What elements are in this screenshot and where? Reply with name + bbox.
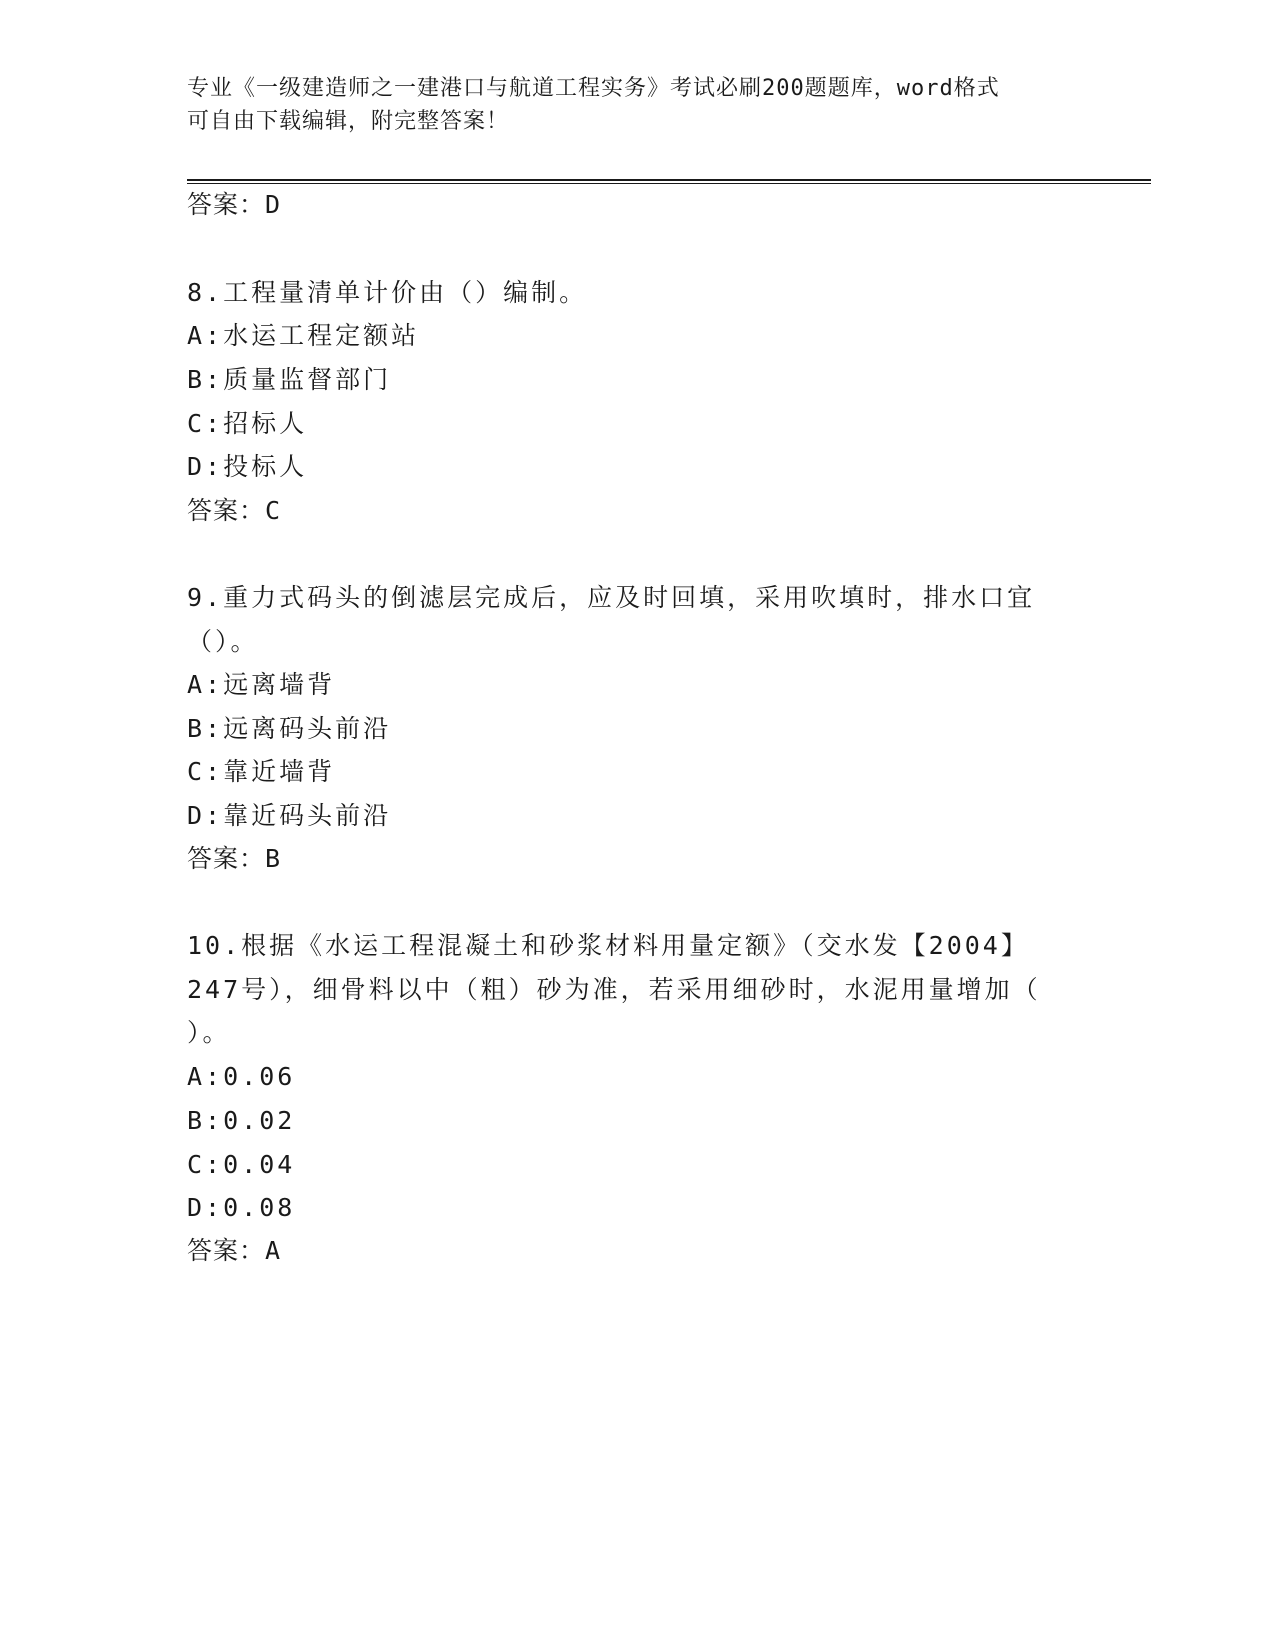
question-9-answer (187, 844, 281, 874)
answer-label: 答案： (187, 844, 266, 873)
header-divider-thin (187, 183, 1151, 184)
question-8-option-a: A:水运工程定额站 (187, 321, 420, 350)
document-header (187, 72, 1087, 138)
question-8-option-b: B:质量监督部门 (187, 365, 392, 394)
question-8-option-c: C:招标人 (187, 409, 308, 438)
header-divider-thick (187, 179, 1151, 181)
question-10-option-d: D:0.08 (187, 1193, 296, 1222)
question-9-option-b: B:远离码头前沿 (187, 714, 392, 743)
question-9-option-d: D:靠近码头前沿 (187, 801, 392, 830)
question-8-answer (187, 496, 281, 526)
previous-answer (187, 190, 281, 220)
question-10-stem-line-2: 247号），细骨料以中（粗）砂为准，若采用细砂时，水泥用量增加（ (187, 975, 1041, 1004)
question-10-answer (187, 1236, 281, 1266)
question-10-option-a: A:0.06 (187, 1062, 296, 1091)
question-10-option-c: C:0.04 (187, 1150, 296, 1179)
answer-value: B (265, 844, 282, 873)
answer-value: A (265, 1236, 282, 1265)
answer-value: C (265, 496, 282, 525)
question-9-option-a: A:远离墙背 (187, 670, 336, 699)
question-10-stem-line-3: ）。 (187, 1018, 231, 1047)
header-line-1: 专业《一级建造师之一建港口与航道工程实务》考试必刷200题题库，word格式 (187, 76, 1000, 101)
question-8-option-d: D:投标人 (187, 452, 308, 481)
question-10-option-b: B:0.02 (187, 1106, 296, 1135)
answer-label: 答案： (187, 1236, 266, 1265)
question-9-stem-line-2: （）。 (187, 627, 259, 656)
answer-label: 答案： (187, 190, 266, 219)
question-10-stem-line-1: 10.根据《水运工程混凝土和砂浆材料用量定额》（交水发【2004】 (187, 931, 1029, 960)
question-8-stem-line-1: 8.工程量清单计价由（）编制。 (187, 278, 588, 307)
answer-value: D (265, 190, 282, 219)
header-line-2: 可自由下载编辑，附完整答案！ (187, 109, 510, 134)
question-9-stem-line-1: 9.重力式码头的倒滤层完成后，应及时回填，采用吹填时，排水口宜 (187, 583, 1036, 612)
question-9-option-c: C:靠近墙背 (187, 757, 336, 786)
answer-label: 答案： (187, 496, 266, 525)
